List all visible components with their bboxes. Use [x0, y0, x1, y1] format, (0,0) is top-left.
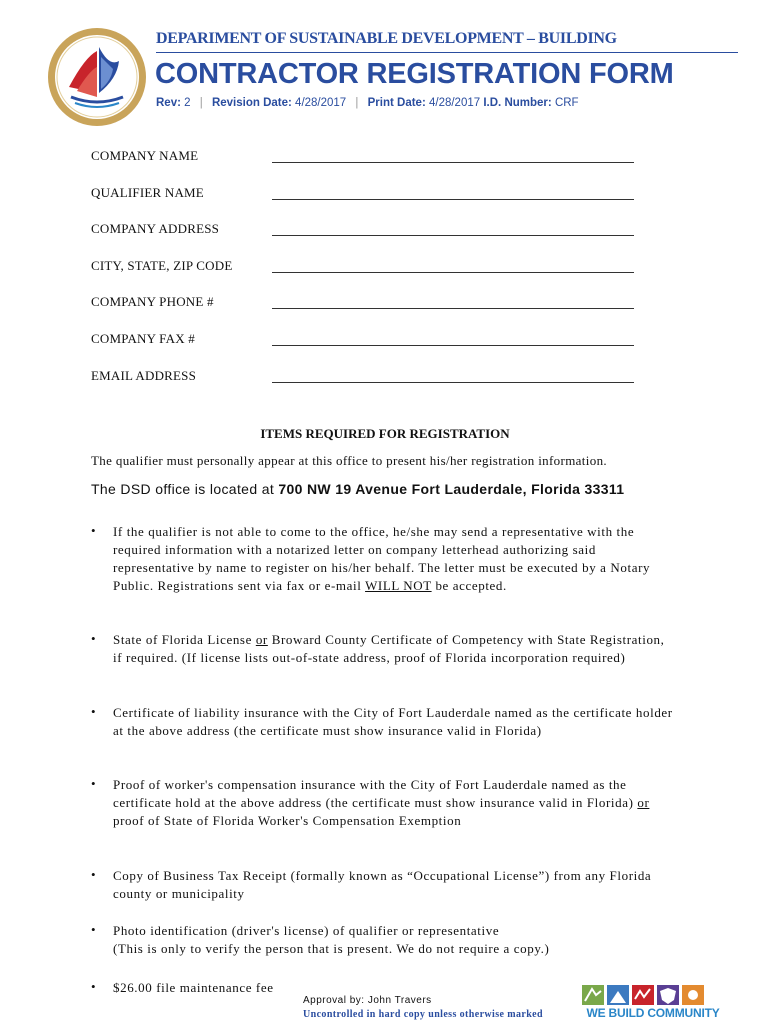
text-line: Photo identification (driver's license) of qualifier or representative	[113, 923, 500, 938]
uncontrolled-copy-note: Uncontrolled in hard copy unless otherwise marked	[303, 1009, 543, 1020]
text-run: If the qualifier is not able to come to the office, he/she may send a representative with the required information with a notarized letter on company letterhead authorizing said representative by name to register on his/her behalf. The letter must be executed by a Notary Public. Registrations sent via fax or e-mail	[113, 524, 651, 593]
company-phone-input-line[interactable]	[272, 308, 634, 309]
print-date-label: Print Date:	[367, 97, 426, 109]
company-address-input-line[interactable]	[272, 235, 634, 236]
registration-fields	[91, 148, 636, 404]
form-metadata	[156, 97, 579, 109]
requirement-text	[113, 922, 673, 958]
text-run: Broward County Certificate of Competency with State Registration, if required. (If license lists out-of-state address, proof of Florida incorporation required)	[113, 632, 665, 665]
form-title: CONTRACTOR REGISTRATION FORM	[155, 58, 674, 90]
bullet-symbol: •	[91, 776, 96, 791]
id-number-value: CRF	[554, 97, 579, 109]
field-company-address	[91, 221, 636, 258]
rev-value: 2	[184, 97, 191, 109]
field-label: EMAIL ADDRESS	[91, 367, 197, 383]
revision-date-value: 4/28/2017	[295, 97, 347, 109]
bullet-symbol: •	[91, 922, 96, 937]
company-name-input-line[interactable]	[272, 162, 634, 163]
bullet-symbol: •	[91, 631, 96, 646]
field-qualifier-name	[91, 185, 636, 222]
city-state-zip-input-line[interactable]	[272, 272, 634, 273]
approval-note: Approval by: John Travers	[303, 995, 432, 1006]
requirements-intro: The qualifier must personally appear at this office to present his/her registration information.	[91, 453, 608, 468]
requirement-text: $26.00 file maintenance fee	[113, 980, 274, 995]
field-label: QUALIFIER NAME	[91, 184, 204, 200]
field-company-name	[91, 148, 636, 185]
office-location	[91, 481, 624, 497]
text-run: Proof of worker's compensation insurance with the City of Fort Lauderdale named as the certificate hold at the above address (the certificate must show insurance valid in Florida)	[113, 777, 638, 810]
field-label: CITY, STATE, ZIP CODE	[91, 257, 233, 273]
requirement-text: Certificate of liability insurance with the City of Fort Lauderdale named as the certificate holder at the above address (the certificate must show insurance valid in Florida)	[113, 705, 673, 738]
field-company-fax	[91, 331, 636, 368]
header-rule	[156, 52, 738, 53]
underlined-text: or	[255, 632, 268, 647]
field-label: COMPANY FAX #	[91, 330, 195, 346]
bullet-symbol: •	[91, 704, 96, 719]
requirement-text	[113, 523, 673, 595]
company-fax-input-line[interactable]	[272, 345, 634, 346]
badge-text: WE BUILD COMMUNITY	[586, 1006, 720, 1020]
field-city-state-zip	[91, 258, 636, 295]
bullet-symbol: •	[91, 867, 96, 882]
text-run: proof of State of Florida Worker's Compensation Exemption	[113, 813, 462, 828]
text-line: (This is only to verify the person that is present. We do not require a copy.)	[113, 941, 550, 956]
bullet-symbol: •	[91, 979, 96, 994]
underlined-text: or	[637, 795, 650, 810]
field-label: COMPANY NAME	[91, 148, 199, 163]
requirement-text: Copy of Business Tax Receipt (formally known as “Occupational License”) from any Florida county or municipality	[113, 868, 652, 901]
meta-separator: |	[199, 97, 203, 109]
requirement-text	[113, 631, 673, 667]
text-run: State of Florida License	[113, 632, 256, 647]
underlined-text: WILL NOT	[365, 578, 432, 593]
office-address: 700 NW 19 Avenue Fort Lauderdale, Florida 33311	[278, 481, 625, 497]
requirement-text	[113, 776, 673, 830]
meta-separator: |	[355, 97, 359, 109]
field-label: COMPANY PHONE #	[91, 294, 214, 310]
id-number-label: I.D. Number:	[483, 97, 552, 109]
field-email-address	[91, 368, 636, 405]
location-prefix: The DSD office is located at	[91, 481, 279, 497]
revision-date-label: Revision Date:	[211, 97, 292, 109]
rev-label: Rev:	[156, 97, 181, 109]
qualifier-name-input-line[interactable]	[272, 199, 634, 200]
field-label: COMPANY ADDRESS	[91, 221, 220, 237]
department-name: DEPARIMENT OF SUSTAINABLE DEVELOPMENT – BUILDING	[156, 30, 617, 47]
print-date-value: 4/28/2017	[428, 97, 481, 109]
field-company-phone	[91, 294, 636, 331]
email-address-input-line[interactable]	[272, 382, 634, 383]
city-seal-logo	[47, 27, 147, 127]
requirements-heading: ITEMS REQUIRED FOR REGISTRATION	[260, 426, 510, 441]
text-run: be accepted.	[431, 578, 507, 593]
bullet-symbol: •	[91, 523, 96, 538]
